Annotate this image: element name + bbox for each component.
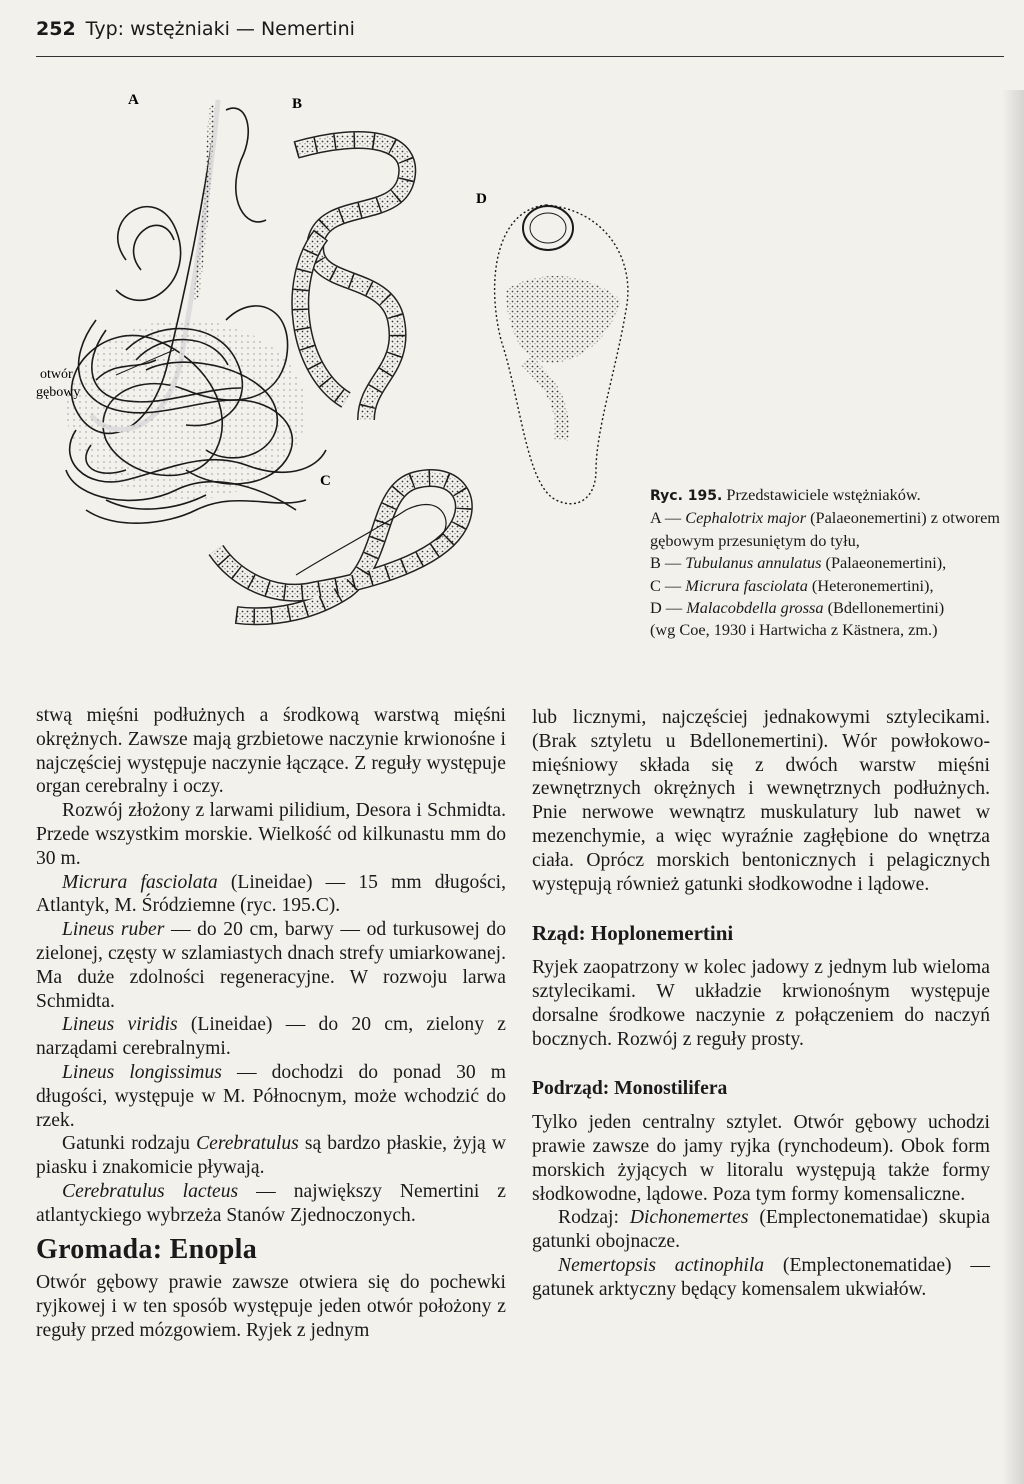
paragraph: Otwór gębowy prawie zawsze otwiera się do pochewki ryjkowej i w ten sposób występuje jeden otwór położony z reguły przed mózgowiem. Ryjek z jednym	[36, 1272, 506, 1341]
species-name: Lineus longissimus	[62, 1061, 222, 1083]
species-name: Micrura fasciolata	[62, 871, 218, 893]
label-mouth-line1: otwór	[40, 367, 73, 382]
figure-caption	[650, 484, 1000, 642]
paragraph	[36, 918, 506, 1013]
caption-a-rest: (Palaeonemertini) z otworem gębowym przesuniętym do tyłu,	[650, 508, 1000, 550]
paragraph-text: — największy Nemertini z atlantyckiego wybrzeża Stanów Zjednoczonych.	[36, 1180, 506, 1226]
running-header	[36, 18, 1004, 57]
caption-a-prefix: A —	[650, 508, 686, 528]
running-title: Typ: wstężniaki — Nemertini	[85, 18, 355, 40]
page-number: 252	[36, 18, 76, 40]
caption-c-rest: (Heteronemertini),	[807, 575, 934, 595]
caption-title: Przedstawiciele wstężniaków.	[726, 485, 921, 504]
paragraph	[36, 1061, 506, 1132]
paragraph: Rozwój złożony z larwami pilidium, Desora i Schmidta. Przede wszystkim morskie. Wielkość od kilkunastu mm do 30 m.	[36, 800, 506, 869]
label-c: C	[320, 473, 331, 489]
heading-enopla: Gromada: Enopla	[36, 1233, 258, 1265]
caption-d-rest: (Bdellonemertini)	[823, 598, 945, 618]
worm-d-malacobdella	[495, 205, 628, 504]
right-column	[532, 706, 990, 1302]
paragraph-text: (Lineidae) — do 20 cm, zielony z narządami cerebralnymi.	[36, 1014, 506, 1060]
caption-ryc: Ryc. 195.	[650, 488, 723, 504]
caption-d-prefix: D —	[650, 598, 687, 618]
paragraph: lub licznymi, najczęściej jednakowymi sztylecikami. (Brak sztyletu u Bdellonemertini). Wór powłokowo-mięśniowy składa się z dwóch warstw mięśni zewnętrznych okrężnych i wewnętrznych podłużnych. Pnie nerwowe wewnątrz muskulatury lub nawet w mezenchymie, a więc wyraźnie zagłębione do wnętrza ciała. Oprócz morskich bentonicznych i pelagicznych występują również gatunki słodkowodne i lądowe.	[532, 707, 990, 895]
label-a: A	[128, 92, 139, 108]
caption-b-rest: (Palaeonemertini),	[821, 553, 947, 573]
paragraph-text: Gatunki rodzaju	[62, 1133, 197, 1155]
paragraph	[36, 1180, 506, 1228]
paragraph	[36, 1132, 506, 1180]
species-name: Lineus ruber	[62, 919, 165, 941]
paragraph	[36, 871, 506, 919]
genus-name: Dichonemertes	[629, 1207, 749, 1229]
worm-a-shading	[66, 320, 306, 500]
heading-hoplonemertini: Rząd: Hoplonemertini	[532, 921, 734, 946]
paragraph	[36, 1013, 506, 1061]
paragraph	[532, 1254, 990, 1302]
left-column	[36, 704, 506, 1343]
label-mouth-line2: gębowy	[36, 385, 81, 400]
worm-b-tubulanus	[296, 140, 407, 420]
caption-c-prefix: C —	[650, 575, 686, 595]
paragraph: Tylko jeden centralny sztylet. Otwór gębowy uchodzi prawie zawsze do jamy ryjka (rynchodeum). Obok form morskich żyjących w litoralu występują także formy słodkowodne, lądowe. Poza tym formy komensaliczne.	[532, 1112, 990, 1205]
caption-b-prefix: B —	[650, 553, 686, 573]
nemertini-illustration	[36, 70, 656, 695]
label-b: B	[292, 96, 303, 112]
label-d: D	[476, 191, 487, 207]
figure-195	[36, 70, 656, 695]
caption-d-name: Malacobdella grossa	[686, 598, 824, 618]
paragraph-text: Rodzaj:	[558, 1207, 630, 1229]
heading-monostilifera: Podrząd: Monostilifera	[532, 1078, 728, 1100]
paragraph-text: (Emplectonematidae) — gatunek arktyczny będący komensalem ukwiałów.	[532, 1254, 990, 1300]
page-edge-shadow	[1002, 90, 1024, 1484]
caption-c-name: Micrura fasciolata	[685, 575, 808, 595]
caption-b-name: Tubulanus annulatus	[685, 553, 822, 573]
paragraph: stwą mięśni podłużnych a środkową warstwą mięśni okrężnych. Zawsze mają grzbietowe naczynie krwionośne i najczęściej występuje naczynie łączące. Z reguły występuje organ cerebralny i oczy.	[36, 705, 506, 798]
worm-c-micrura	[216, 478, 464, 616]
paragraph	[532, 1206, 990, 1254]
caption-source: (wg Coe, 1930 i Hartwicha z Kästnera, zm.)	[650, 620, 938, 640]
species-name: Lineus viridis	[62, 1014, 178, 1036]
genus-name: Cerebratulus	[196, 1133, 299, 1155]
paragraph-text: (Lineidae) — 15 mm długości, Atlantyk, M. Śródziemne (ryc. 195.C).	[36, 871, 506, 917]
paragraph-text: są bardzo płaskie, żyją w piasku i znakomicie pływają.	[36, 1133, 506, 1179]
species-name: Nemertopsis actinophila	[558, 1254, 765, 1276]
species-name: Cerebratulus lacteus	[62, 1180, 239, 1202]
paragraph-text: — do 20 cm, barwy — od turkusowej do zielonej, częsty w szlamiastych dnach strefy umiarkowanej. Ma duże zdolności regeneracyjne. W rozwoju larwa Schmidta.	[36, 919, 506, 1012]
paragraph: Ryjek zaopatrzony w kolec jadowy z jednym lub wieloma sztylecikami. W układzie krwionośnym występuje dorsalne środkowe naczynie z połączeniem do naczyń bocznych. Rozwój z reguły prosty.	[532, 957, 990, 1050]
paragraph-text: — dochodzi do ponad 30 m długości, występuje w M. Północnym, może wchodzić do rzek.	[36, 1061, 506, 1131]
caption-a-name: Cephalotrix major	[685, 508, 807, 528]
paragraph-text: (Emplectonematidae) skupia gatunki obojnacze.	[532, 1207, 990, 1253]
